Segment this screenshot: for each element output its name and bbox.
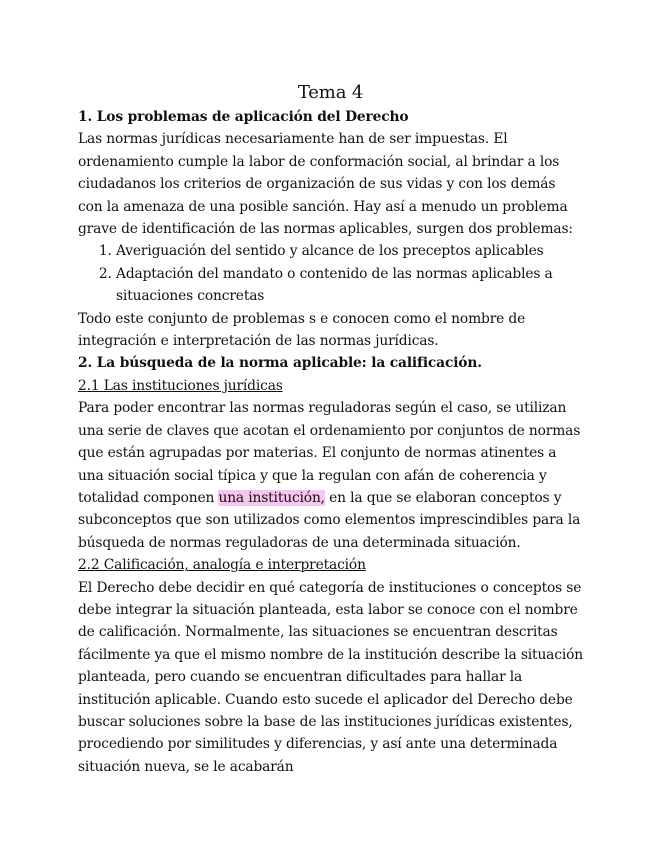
paragraph-text-before: Para poder encontrar las normas reguladoras según el caso, se utilizan una serie de claves que acotan el ordenamiento por conjuntos de normas que están agrupadas por materias. El conjunto de normas atinentes a una situación social típica y que la regulan con afán de coherencia y totalidad componen [78, 400, 581, 506]
section-1-paragraph-2: Todo este conjunto de problemas s e conocen como el nombre de integración e interpretación de las normas jurídicas. [78, 310, 526, 350]
section-2-heading: 2. La búsqueda de la norma aplicable: la calificación. [78, 355, 482, 372]
highlighted-text: una institución, [218, 489, 325, 506]
subsection-2-2-heading: 2.2 Calificación, analogía e interpretación [78, 557, 366, 574]
list-item: 1. Averiguación del sentido y alcance de los preceptos aplicables [116, 240, 583, 262]
paragraph-text-after: en la que se elaboran conceptos y subconceptos que son utilizados como elementos imprescindibles para la búsqueda de normas reguladoras de una determinada situación. [78, 489, 581, 551]
document-page [78, 80, 583, 778]
subsection-2-1-heading: 2.1 Las instituciones jurídicas [78, 377, 283, 394]
document-title: Tema 4 [297, 82, 364, 103]
section-2-2-paragraph: El Derecho debe decidir en qué categoría de instituciones o conceptos se debe integrar la situación planteada, esta labor se conoce con el nombre de calificación. Normalmente, las situaciones se encuentran descritas fácilmente ya que el mismo nombre de la institución describe la situación planteada, pero cuando se encuentran dificultades para hallar la institución aplicable. Cuando esto sucede el aplicador del Derecho debe buscar soluciones sobre la base de las instituciones jurídicas existentes, procediendo por similitudes y diferencias, y así ante una determinada situación nueva, se le acabarán [78, 579, 583, 775]
problems-list [78, 240, 583, 307]
section-2-1-paragraph [78, 397, 583, 554]
section-1-paragraph-1: Las normas jurídicas necesariamente han de ser impuestas. El ordenamiento cumple la labor de conformación social, al brindar a los ciudadanos los criterios de organización de sus vidas y con los demás con la amenaza de una posible sanción. Hay así a menudo un problema grave de identificación de las normas aplicables, surgen dos problemas: [78, 131, 573, 238]
section-1-heading: 1. Los problemas de aplicación del Derecho [78, 109, 409, 125]
list-item: 2. Adaptación del mandato o contenido de las normas aplicables a situaciones concretas [116, 263, 583, 308]
